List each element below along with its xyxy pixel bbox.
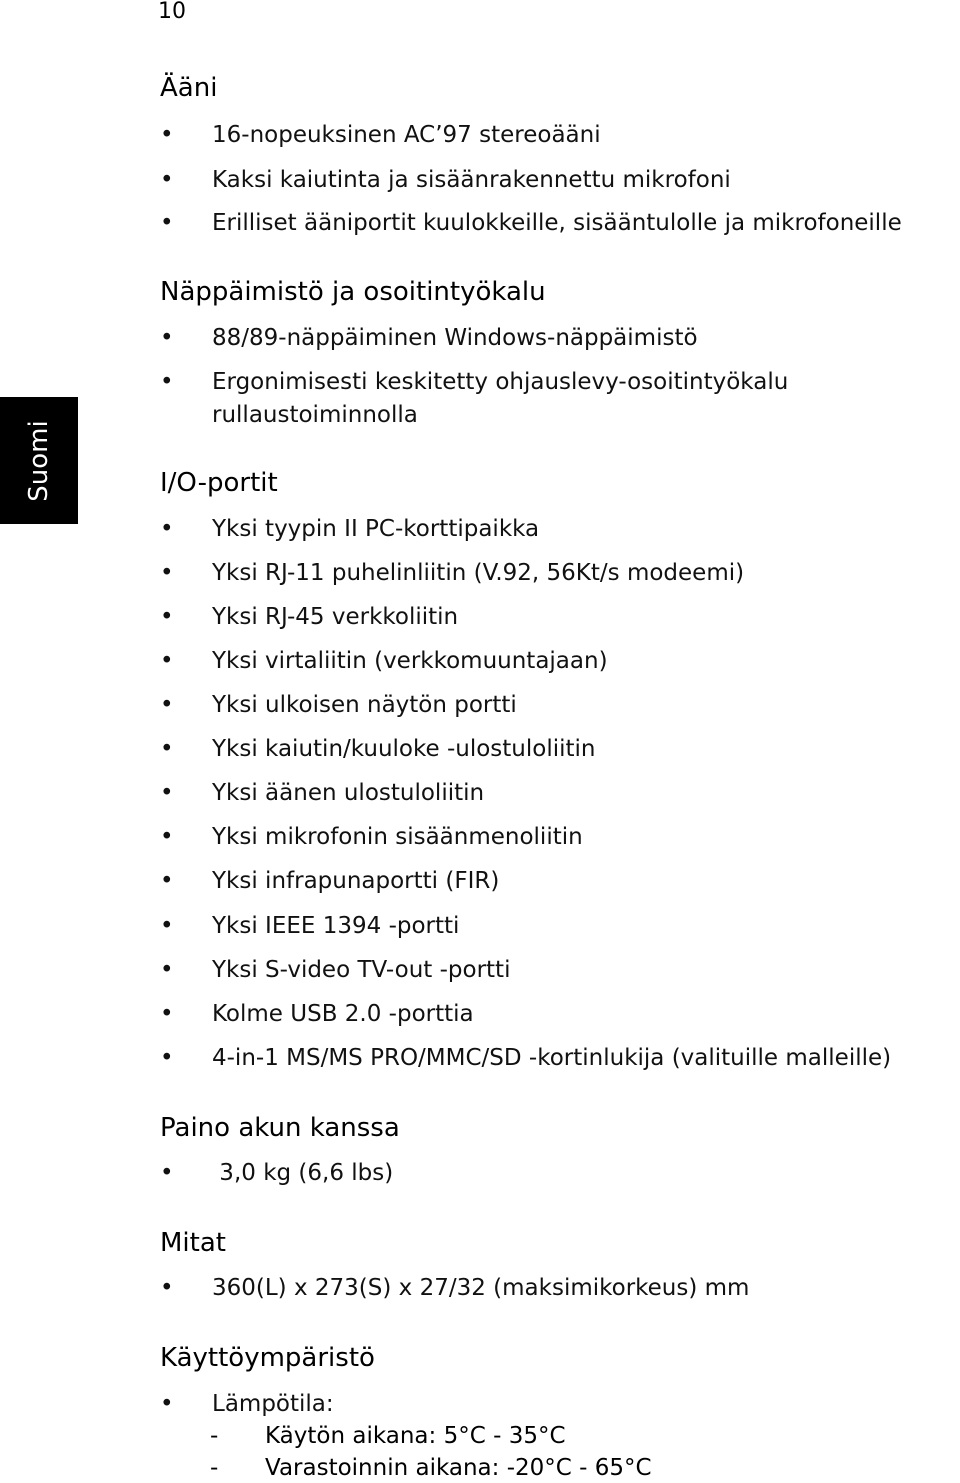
section-heading-dimensions: Mitat [160, 1228, 226, 1258]
language-side-tab-label: Suomi [24, 419, 54, 502]
bullet: • [160, 1001, 174, 1027]
bullet: • [160, 604, 174, 630]
list-item-text: 88/89-näppäiminen Windows-näppäimistö [212, 325, 698, 351]
sub-list-item-text: Varastoinnin aikana: -20°C - 65°C [265, 1455, 652, 1481]
list-item-text: Yksi ulkoisen näytön portti [212, 692, 517, 718]
bullet: • [160, 1160, 174, 1186]
list-item-text: Yksi IEEE 1394 -portti [212, 913, 460, 939]
bullet: • [160, 1391, 174, 1417]
bullet: • [160, 122, 174, 148]
bullet: • [160, 957, 174, 983]
bullet: • [160, 167, 174, 193]
list-item-text: rullaustoiminnolla [212, 402, 418, 428]
bullet: • [160, 692, 174, 718]
section-heading-sound: Ääni [160, 73, 218, 103]
list-item-text: Yksi äänen ulostuloliitin [212, 780, 485, 806]
section-heading-environment: Käyttöympäristö [160, 1343, 375, 1373]
bullet: • [160, 325, 174, 351]
bullet: • [160, 736, 174, 762]
bullet: • [160, 780, 174, 806]
list-item-text: Yksi kaiutin/kuuloke -ulostuloliitin [212, 736, 596, 762]
list-item-text: Yksi RJ-11 puhelinliitin (V.92, 56Kt/s modeemi) [212, 560, 745, 586]
bullet: • [160, 648, 174, 674]
list-item-text: Yksi virtaliitin (verkkomuuntajaan) [212, 648, 608, 674]
section-heading-io-ports: I/O-portit [160, 468, 278, 498]
bullet: • [160, 868, 174, 894]
page-number: 10 [158, 0, 186, 24]
bullet: • [160, 913, 174, 939]
dash: - [210, 1423, 219, 1449]
list-item-text: Yksi infrapunaportti (FIR) [212, 868, 500, 894]
section-heading-weight: Paino akun kanssa [160, 1113, 400, 1143]
list-item-text: Yksi mikrofonin sisäänmenoliitin [212, 824, 583, 850]
bullet: • [160, 1275, 174, 1301]
bullet: • [160, 824, 174, 850]
bullet: • [160, 369, 174, 395]
bullet: • [160, 210, 174, 236]
list-item-text: 3,0 kg (6,6 lbs) [212, 1160, 394, 1186]
list-item-text: Kolme USB 2.0 -porttia [212, 1001, 474, 1027]
sub-list-item-text: Käytön aikana: 5°C - 35°C [265, 1423, 566, 1449]
list-item-text: Yksi RJ-45 verkkoliitin [212, 604, 459, 630]
bullet: • [160, 1045, 174, 1071]
bullet: • [160, 516, 174, 542]
list-item-text: Kaksi kaiutinta ja sisäänrakennettu mikrofoni [212, 167, 731, 193]
list-item-text: 4-in-1 MS/MS PRO/MMC/SD -kortinlukija (valituille malleille) [212, 1045, 892, 1071]
list-item-text: Erilliset ääniportit kuulokkeille, sisääntulolle ja mikrofoneille [212, 210, 902, 236]
list-item-text: Ergonimisesti keskitetty ohjauslevy-osoitintyökalu [212, 369, 789, 395]
list-item-text: Lämpötila: [212, 1391, 334, 1417]
list-item-text: Yksi tyypin II PC-korttipaikka [212, 516, 540, 542]
list-item-text: Yksi S-video TV-out -portti [212, 957, 511, 983]
list-item-text: 360(L) x 273(S) x 27/32 (maksimikorkeus) mm [212, 1275, 750, 1301]
list-item-text: 16-nopeuksinen AC’97 stereoääni [212, 122, 601, 148]
section-heading-keyboard: Näppäimistö ja osoitintyökalu [160, 277, 546, 307]
language-side-tab [0, 397, 78, 524]
dash: - [210, 1455, 219, 1481]
bullet: • [160, 560, 174, 586]
